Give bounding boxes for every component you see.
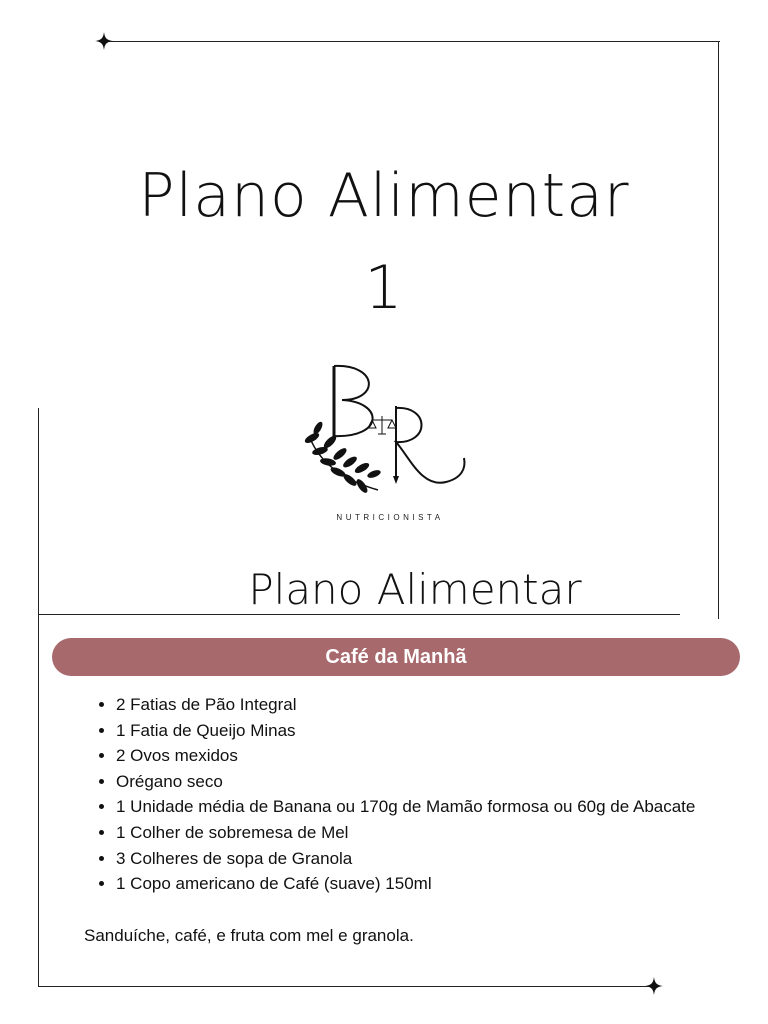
meal-heading-banner: Café da Manhã xyxy=(52,638,740,676)
logo-letters xyxy=(334,366,464,484)
leaf-branch-icon xyxy=(303,420,381,494)
list-item: • 1 Colher de sobremesa de Mel xyxy=(116,820,756,846)
section-subtitle: Plano Alimentar xyxy=(248,565,582,614)
meal-items-list xyxy=(84,692,756,897)
page-title: Plano Alimentar xyxy=(138,161,630,231)
list-item: • 2 Fatias de Pão Integral xyxy=(116,692,756,718)
list-item: • 2 Ovos mexidos xyxy=(116,743,756,769)
meal-summary: Sanduíche, café, e fruta com mel e granola. xyxy=(84,926,414,945)
list-item: • 1 Fatia de Queijo Minas xyxy=(116,718,756,744)
logo-tagline: NUTRICIONISTA xyxy=(336,513,444,522)
list-item: • 1 Copo americano de Café (suave) 150ml xyxy=(116,871,756,897)
frame-left-line xyxy=(38,408,39,987)
list-item: • 1 Unidade média de Banana ou 170g de Mamão formosa ou 60g de Abacate xyxy=(116,794,756,820)
sparkle-icon xyxy=(645,977,663,995)
frame-bottom-line xyxy=(38,986,654,987)
frame-right-line xyxy=(718,41,719,619)
list-item: • Orégano seco xyxy=(116,769,756,795)
brand-logo xyxy=(298,358,470,498)
frame-top-line xyxy=(104,41,720,42)
page-title-number: 1 xyxy=(364,253,404,323)
sparkle-icon xyxy=(95,32,113,50)
list-item: • 3 Colheres de sopa de Granola xyxy=(116,846,756,872)
